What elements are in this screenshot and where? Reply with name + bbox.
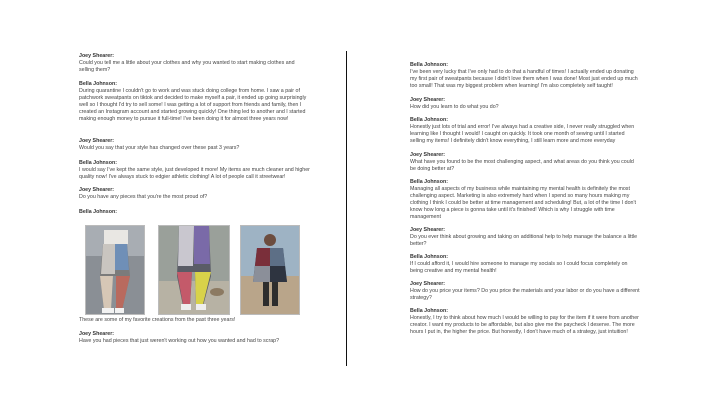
speaker-text: Honestly, I try to think about how much I would be willing to pay for the item if it were from another creator. I want my products to be affordable, but also give me the paycheck I deserve. The more hours I put in, the higher the price. But honestly, I don't have much of a strategy, just intuition! [410, 314, 639, 335]
interview-block [410, 152, 640, 173]
speaker-text: How did you learn to do what you do? [410, 103, 499, 110]
left-column [79, 0, 311, 405]
speaker-name: Bella Johnson: [410, 62, 448, 68]
interview-block [410, 227, 640, 248]
photo-patchwork-sweatpants-2 [158, 225, 230, 315]
speaker-text: Could you tell me a little about your clothes and why you wanted to start making clothes and selling them? [79, 59, 295, 73]
speaker-name: Joey Shearer: [79, 138, 115, 144]
interview-block [410, 308, 640, 336]
photo-patchwork-sweatpants-1 [85, 225, 145, 315]
speaker-name: Bella Johnson: [79, 81, 117, 87]
right-column [410, 0, 640, 405]
interview-block [79, 81, 311, 122]
interview-block [79, 138, 311, 152]
speaker-name: Bella Johnson: [79, 160, 117, 166]
speaker-name: Joey Shearer: [410, 281, 446, 287]
interview-block [410, 281, 640, 302]
interview-block [410, 179, 640, 220]
speaker-text: If I could afford it, I would hire someone to manage my socials so I could focus completely on being creative and my mental health! [410, 260, 628, 274]
interview-block [410, 97, 640, 111]
speaker-name: Bella Johnson: [410, 117, 448, 123]
speaker-name: Joey Shearer: [410, 152, 446, 158]
speaker-text: I've been very lucky that I've only had to do that a handful of times! I actually ended up donating my first pair of sweatpants because I didn't love them when I was done! Most just ended up much too small! That was my biggest problem when learning! I'm also completely self taught! [410, 68, 638, 89]
interview-block [79, 160, 311, 181]
speaker-name: Bella Johnson: [410, 308, 448, 314]
interview-block [79, 331, 311, 345]
interview-block [410, 62, 640, 90]
speaker-text: How do you price your items? Do you price the materials and your labor or do you have a different strategy? [410, 287, 640, 301]
speaker-name: Joey Shearer: [79, 187, 115, 193]
speaker-text: Have you had pieces that just weren't working out how you wanted and had to scrap? [79, 337, 280, 344]
speaker-name: Joey Shearer: [79, 331, 115, 337]
speaker-text: I would say I've kept the same style, just developed it more! My items are much cleaner and higher quality now! I've always stuck to edgier athletic clothing! A lot of people call it streetwear! [79, 166, 310, 180]
column-divider [346, 51, 347, 366]
interview-block [79, 53, 311, 74]
speaker-text: Honestly just lots of trial and error! I've always had a creative side, I never really struggled when learning like I thought I would! I caught on quickly. It took one month of sewing until I started selling my items! I definitely didn't know everything, I still learn more and more everyday [410, 123, 635, 144]
interview-block [410, 254, 640, 275]
speaker-text: Managing all aspects of my business while maintaining my mental health is definitely the most challenging aspect. Marketing is also extremely hard when I spend so many hours making my clothing I think I could be better at time management and scheduling! But, a lot of the time I don't know how long a piece is gonna take until it's finished! Which is why I struggle with time management [410, 185, 636, 220]
speaker-text: What have you found to be the most challenging aspect, and what areas do you think you could be doing better at? [410, 158, 634, 172]
photo-caption: These are some of my favorite creations from the past three years! [79, 317, 236, 323]
speaker-text: Do you have any pieces that you're the most proud of? [79, 193, 208, 200]
speaker-name: Joey Shearer: [79, 53, 115, 59]
speaker-text: Would you say that your style has changed over these past 3 years? [79, 144, 240, 151]
photo-gallery [85, 225, 305, 313]
speaker-name: Joey Shearer: [410, 97, 446, 103]
photo-patchwork-jacket [240, 225, 300, 315]
interview-block [79, 187, 311, 201]
speaker-name: Joey Shearer: [410, 227, 446, 233]
speaker-name: Bella Johnson: [79, 209, 117, 215]
interview-block [410, 117, 640, 145]
interview-block [79, 209, 311, 216]
speaker-name: Bella Johnson: [410, 254, 448, 260]
speaker-text: During quarantine I couldn't go to work and was stuck doing college from home. I saw a pair of patchwork sweatpants on tiktok and decided to make myself a pair, it ended up going surprisingly well so I thought I'd try to sell some! I was getting a lot of support from friends and family, then I created an Instagram account and started growing quickly! One thing led to another and I started making enough money to pursue it full-time! I've been doing it for almost three years now! [79, 87, 307, 122]
photo-caption-block [79, 317, 311, 324]
speaker-name: Bella Johnson: [410, 179, 448, 185]
speaker-text: Do you ever think about growing and taking on additional help to help manage the balance a little better? [410, 233, 638, 247]
